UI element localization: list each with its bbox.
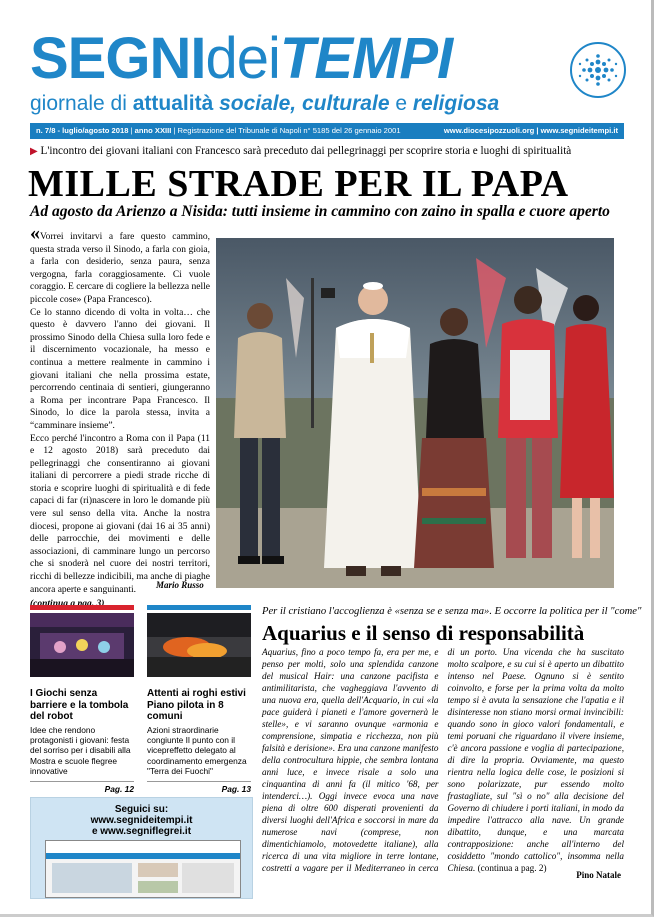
story-page: Pag. 12 — [30, 781, 134, 794]
masthead-title-part: SEGNI — [30, 26, 206, 91]
pope-with-youth-photo — [216, 238, 614, 588]
issue-year: anno XXIII — [134, 126, 172, 135]
article2-body — [262, 646, 624, 874]
masthead-title — [30, 26, 453, 91]
website-links[interactable]: www.diocesipozzuoli.org | www.segnideitempi.it — [443, 126, 618, 135]
story-text: Idee che rendono protagonisti i giovani: festa del sorriso per i disabili alla Mostra e scuole flegree innovative — [30, 724, 131, 777]
open-quote-icon: « — [30, 222, 40, 244]
story-title: Attenti ai roghi estivi Piano pilota in 8 comuni — [147, 688, 246, 722]
issue-info-bar — [30, 123, 624, 139]
social-follow-text — [31, 804, 252, 837]
fire-photo — [147, 613, 251, 677]
article2-author: Pino Natale — [576, 870, 621, 880]
lead-headline: MILLE STRADE PER IL PAPA — [28, 163, 569, 205]
article2-title: Aquarius e il senso di responsabilità — [262, 621, 585, 645]
registration-text: Registrazione del Tribunale di Napoli n° 5185 del 26 gennaio 2001 — [177, 126, 401, 135]
issue-info: n. 7/8 - luglio/agosto 2018 | anno XXIII | Registrazione del Tribunale di Napoli n° 5185 del 26 gennaio 2001 — [36, 126, 401, 135]
arrow-right-icon: ▶ — [30, 146, 38, 157]
website-link[interactable]: e www.segniflegrei.it — [91, 826, 192, 837]
continued-link[interactable]: (continua a pag. 2) — [477, 863, 547, 873]
lead-paragraph: Vorrei invitarvi a fare questo cammino, questa strada verso il Sinodo, a farla con gioia, a farla con desiderio, senza paura, senza vergogna, farla coraggiosamente. Ci vuole coraggio. E cercare di cogliere la bellezza nelle piccole cose» (Papa Francesco). — [30, 232, 210, 305]
concert-photo — [30, 613, 134, 677]
lead-kicker — [30, 145, 630, 157]
masthead-title-part: TEMPI — [279, 26, 453, 91]
subtitle-part: attualità — [132, 92, 214, 115]
subtitle-part: giornale di — [30, 92, 133, 115]
color-bar — [30, 605, 134, 610]
lead-article-body — [30, 222, 210, 611]
lead-paragraph: Ecco perché l'incontro a Roma con il Papa (11 e 12 agosto 2018) sarà preceduto dai pellegrinaggi che consentiranno ai giovani italiani di percorrere a piedi strade ricche di storia e scoprire luoghi di spiritualità e di fede capaci di far (ri)nascere in loro le domande più vere sul senso della vita. Anche la nostra diocesi, propone ai giovani (dai 16 ai 35 anni) delle parrocchie, dei movimenti e delle associazioni, di camminare lungo un percorso che si snoderà nel cuore dei nostri territori, ricchi di bellezze indicibili, ma anche di piaghe ancora aperte e sanguinanti. — [30, 433, 210, 595]
subtitle-part: e — [389, 92, 413, 115]
lead-author: Mario Russo — [156, 580, 204, 590]
story-text: Azioni straordinarie congiunte Il punto con il vicepreffetto delegato al coordinamento emergenza "Terra dei Fuochi" — [147, 724, 247, 777]
color-bar — [147, 605, 251, 610]
masthead-title-part: dei — [205, 26, 280, 91]
article2-text: Aquarius, fino a poco tempo fa, era per me, e penso per molti, solo una splendida canzone del musical Hair: una canzone pacifista e antimilitarista, che vagheggiava l'avvento di una nuova era, quella dell'Acquario, in cui «la pace guiderà i pianeti e l'amore governerà le stelle», e vi saranno ovunque «armonia e comprensione, simpatia e ricchezza, non più falsità e derisione». Era una canzone manifesto della controcultura hippie, che sembra lontana anni luce, e invece risale a solo una cinquantina di anni fa (il mitico '68, per intenderci…). Oggi invece evoca una nave piena di oltre 600 disperati provenienti da diversi luoghi dell'Africa e soccorsi in mare da numerose navi (comprese, non dimentichiamolo, motovedette italiane), alla ricerca di una vita migliore in terre lontane, costretti a vagare per il Mediterraneo in cerca di un porto. Una vicenda che ha suscitato molto scalpore, e su cui si è aperto un dibattito intenso nel Paese. Ognuno si è sentito coinvolto, e forse per la prima volta da molto tempo si è avuta la sensazione che l'apatia e il disinteresse non stiano morsi ormai invincibili: quando sono in gioco valori fondamentali, e temi poruani che riguardano il vivere insieme, c'è ancora passione e voglia di partecipazione, di dire la propria. Ovviamente, ma questo rientra nella logica delle cose, le posizioni si sono polarizzate, pur essendo molto frastagliate, sul "sì o no" alla decisione del Governo di chiudere i porti italiani, in modo da impedire l'attracco alla nave. Un grande dibattito, dunque, e una marcata contrapposizione: anche all'interno del cosiddetto "mondo cattolico", insomma nella Chiesa. — [262, 647, 624, 873]
website-screenshot — [45, 840, 241, 898]
story-box-games[interactable] — [30, 605, 134, 794]
masthead-logo-icon — [568, 40, 628, 100]
masthead-subtitle — [30, 92, 499, 116]
story-box-fires[interactable] — [147, 605, 251, 794]
issue-number: n. 7/8 - luglio/agosto 2018 — [36, 126, 129, 135]
subtitle-part: sociale, culturale — [213, 92, 390, 115]
story-title: I Giochi senza barriere e la tombola del robot — [30, 688, 129, 722]
lead-paragraph: Ce lo stanno dicendo di volta in volta… che questo è davvero l'anno dei giovani. Il prossimo Sinodo della Chiesa sulla loro fede e il discernimento vocazionale, ha messo e continua a mettere realmente in cammino i giovani italiani che nella prossima estate, percorrendo centinaia di sentieri, giungeranno a Roma per incontrare Papa Francesco. Il Sinodo, lo dice la parola stessa, invita a “camminare insieme”. — [30, 307, 210, 431]
website-link[interactable]: www.segnideitempi.it — [90, 815, 193, 826]
subtitle-part: religiosa — [412, 92, 500, 115]
article2-kicker: Per il cristiano l'accoglienza è «senza se e senza ma». E occorre la politica per il "come" — [262, 606, 642, 617]
lead-subhead: Ad agosto da Arienzo a Nisida: tutti insieme in cammino con zaino in spalla e cuore aperto — [30, 203, 610, 220]
story-page: Pag. 13 — [147, 781, 251, 794]
lead-kicker-text: L'incontro dei giovani italiani con Francesco sarà preceduto dai pellegrinaggi per scoprire storia e luoghi di spiritualità — [40, 145, 572, 157]
follow-label: Seguici su: — [114, 804, 169, 815]
social-follow-box[interactable] — [30, 797, 253, 899]
